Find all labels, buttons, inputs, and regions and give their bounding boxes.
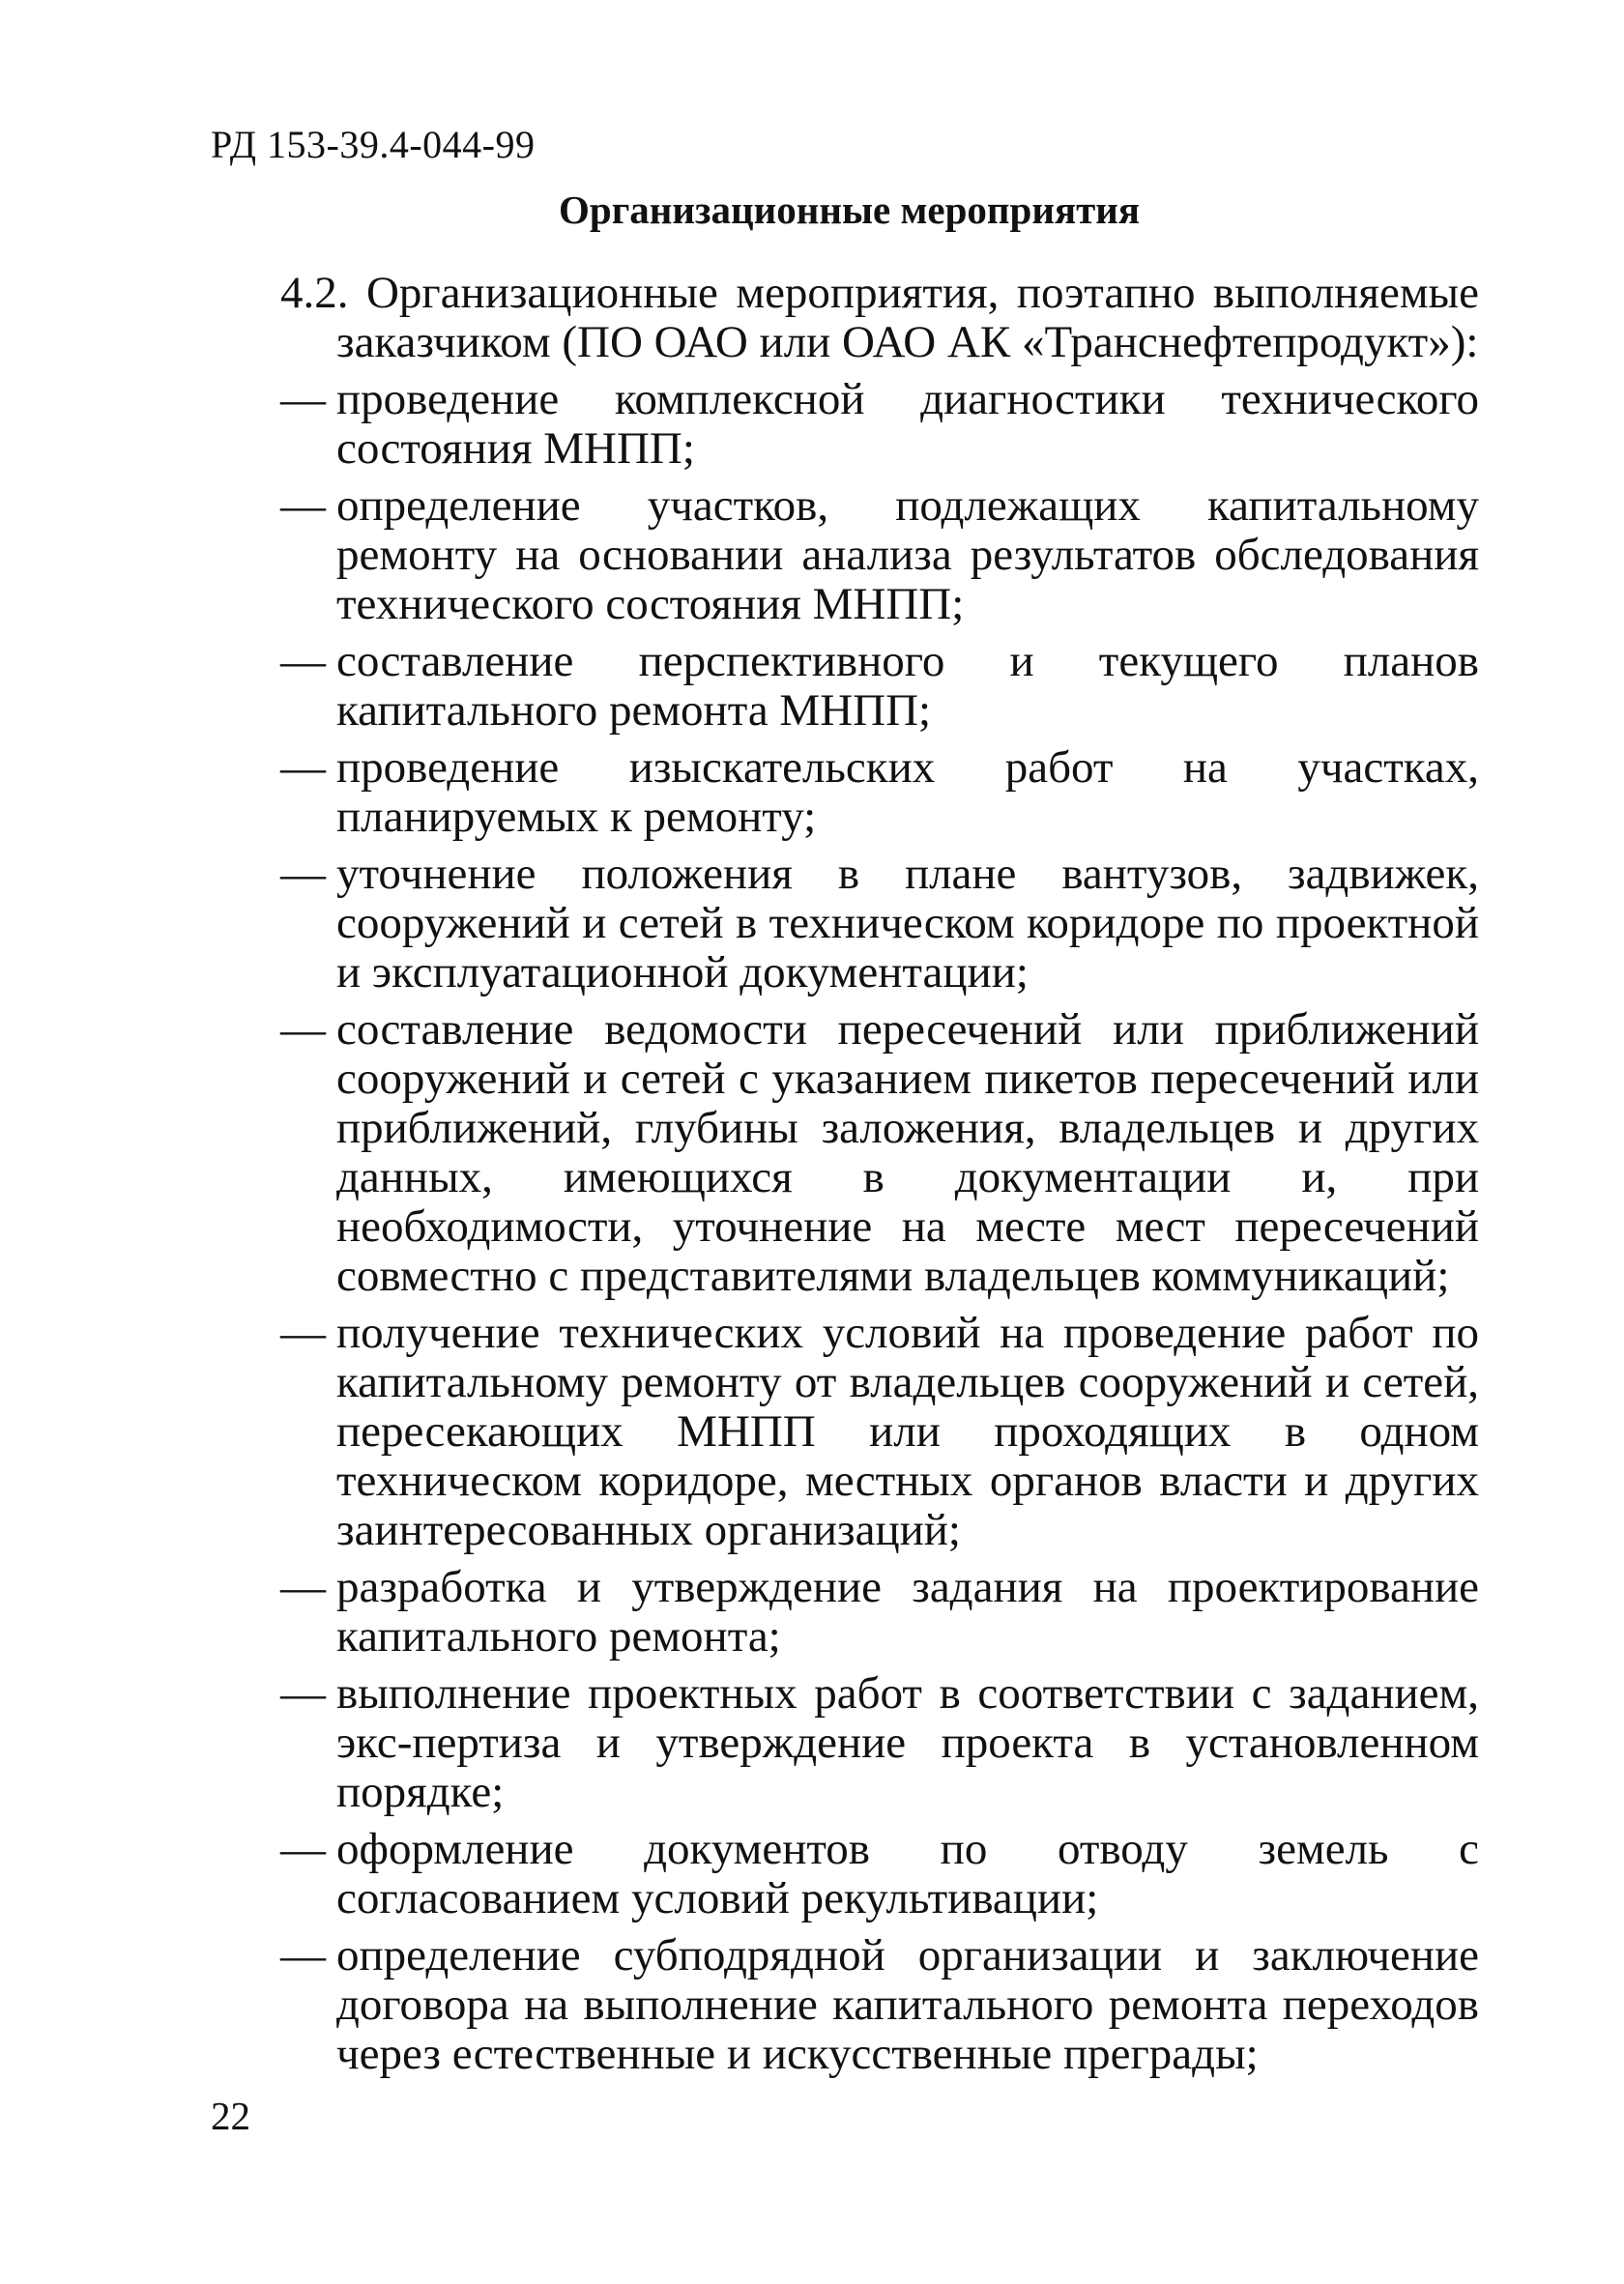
list-dash: — bbox=[280, 1930, 326, 1980]
list-item bbox=[280, 637, 1479, 736]
list-item-text: проведение комплексной диагностики технического состояния МНПП; bbox=[336, 374, 1479, 474]
list-dash: — bbox=[280, 1308, 326, 1358]
list-item-text: определение субподрядной организации и заключение договора на выполнение капитального ремонта переходов через естественные и искусственные преграды; bbox=[336, 1930, 1479, 2079]
list-item-text: оформление документов по отводу земель с согласованием условий рекультивации; bbox=[336, 1824, 1479, 1923]
list-item-text: проведение изыскательских работ на участках, планируемых к ремонту; bbox=[336, 742, 1479, 842]
list-dash: — bbox=[280, 1668, 326, 1719]
list-item bbox=[280, 1005, 1479, 1301]
list-dash: — bbox=[280, 374, 326, 424]
list-item bbox=[280, 1309, 1479, 1555]
list-item-text: выполнение проектных работ в соответствии с заданием, экс-пертиза и утверждение проекта в установленном порядке; bbox=[336, 1668, 1479, 1817]
list-dash: — bbox=[280, 636, 326, 686]
list-item bbox=[280, 1825, 1479, 1923]
list-item-text: составление перспективного и текущего планов капитального ремонта МНПП; bbox=[336, 636, 1479, 736]
page-number: 22 bbox=[211, 2094, 250, 2138]
list-item-text: разработка и утверждение задания на проектирование капитального ремонта; bbox=[336, 1562, 1479, 1662]
list-item bbox=[280, 1931, 1479, 2079]
list-item bbox=[280, 850, 1479, 997]
list-item-text: получение технических условий на проведение работ по капитальному ремонту от владельцев сооружений и сетей, пересекающих МНПП или проходящих в одном техническом коридоре, местных органов власти и других заинтересованных организаций; bbox=[336, 1308, 1479, 1555]
list-dash: — bbox=[280, 1562, 326, 1612]
list-item-text: составление ведомости пересечений или приближений сооружений и сетей с указанием пикетов пересечений или приближений, глубины заложения, владельцев и других данных, имеющихся в документации и, при необходимости, уточнение на месте мест пересечений совместно с представителями владельцев коммуникаций; bbox=[336, 1004, 1479, 1301]
list-dash: — bbox=[280, 480, 326, 531]
list-item-text: определение участков, подлежащих капитальному ремонту на основании анализа результатов обследования технического состояния МНПП; bbox=[336, 480, 1479, 629]
list-dash: — bbox=[280, 742, 326, 793]
list-dash: — bbox=[280, 1004, 326, 1055]
intro-paragraph: 4.2. Организационные мероприятия, поэтапно выполняемые заказчиком (ПО ОАО или ОАО АК «Транснефтепродукт»): bbox=[280, 268, 1479, 367]
list-item bbox=[280, 481, 1479, 629]
list-dash: — bbox=[280, 849, 326, 899]
list-item bbox=[280, 375, 1479, 474]
list-dash: — bbox=[280, 1824, 326, 1874]
list-item bbox=[280, 1563, 1479, 1662]
list-item-text: уточнение положения в плане вантузов, задвижек, сооружений и сетей в техническом коридоре по проектной и эксплуатационной документации; bbox=[336, 849, 1479, 997]
section-title: Организационные мероприятия bbox=[559, 188, 1141, 232]
list-item bbox=[280, 743, 1479, 842]
document-code: РД 153-39.4-044-99 bbox=[211, 123, 536, 166]
list-item bbox=[280, 1669, 1479, 1817]
page-content bbox=[280, 269, 1479, 2087]
